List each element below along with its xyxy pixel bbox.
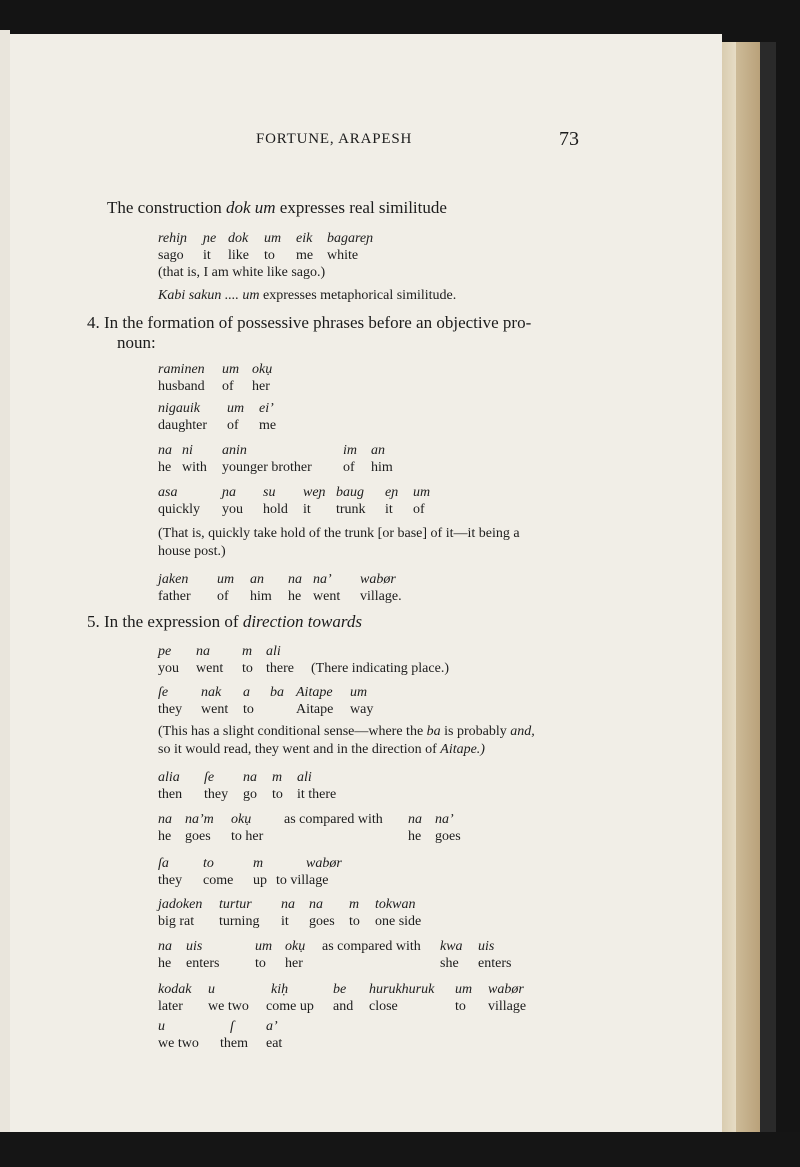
gloss: they [158, 702, 183, 717]
note-text: so it would read, they went and in the direction of [158, 742, 441, 757]
gloss: me [259, 418, 277, 433]
word: wabør [488, 982, 524, 997]
gloss: to [349, 914, 360, 929]
note-text: (This has a slight conditional sense—where the [158, 724, 427, 739]
gloss: they [204, 787, 229, 802]
book-cover-bottom [0, 1132, 800, 1167]
gloss: of [217, 589, 229, 604]
word: uis [186, 939, 203, 954]
word: m [272, 770, 283, 785]
translation: (That is, quickly take hold of the trunk [or base] of it—it being a [158, 526, 520, 541]
word: a’ [266, 1019, 278, 1034]
gloss: me [296, 248, 314, 263]
word: be [333, 982, 347, 997]
word: to [203, 856, 214, 871]
word: um [455, 982, 473, 997]
gloss: daughter [158, 418, 207, 433]
word: m [242, 644, 253, 659]
word: okụ [285, 939, 306, 954]
gloss: they [158, 873, 183, 888]
word: na [196, 644, 210, 659]
gloss: come up [266, 999, 314, 1014]
gloss: white [327, 248, 359, 263]
word: ɲa [222, 485, 236, 500]
word: Aitape [296, 685, 333, 700]
intro-term: dok um [225, 198, 276, 217]
word: um [227, 401, 245, 416]
note-2-line-1 [158, 724, 535, 740]
word: um [255, 939, 273, 954]
connector: as compared with [284, 812, 383, 827]
gloss: we two [208, 999, 249, 1014]
intro-post: expresses real similitude [275, 198, 447, 217]
gloss: to [242, 661, 253, 676]
word: baug [336, 485, 364, 500]
gloss: to [455, 999, 466, 1014]
gloss: it [203, 248, 211, 263]
gloss: he [408, 829, 422, 844]
word: jaken [158, 572, 189, 587]
gloss: up [253, 873, 267, 888]
gloss: it [281, 914, 289, 929]
book-cover-edge [760, 42, 776, 1132]
gloss: eat [266, 1036, 283, 1051]
word: ba [270, 685, 284, 700]
intro-pre: The construction [107, 198, 226, 217]
note-2-line-2 [158, 742, 485, 758]
word: a [243, 685, 250, 700]
gloss: to [264, 248, 275, 263]
word: um [264, 231, 282, 246]
section-5-pre: 5. In the expression of [87, 612, 243, 631]
gloss: went [313, 589, 341, 604]
gloss: enters [478, 956, 512, 971]
book-page [10, 34, 722, 1132]
word: na [158, 443, 172, 458]
gloss: it there [297, 787, 337, 802]
word: an [250, 572, 264, 587]
word: na [408, 812, 422, 827]
word: um [217, 572, 235, 587]
gloss: there [266, 661, 294, 676]
word: ni [182, 443, 193, 458]
running-title: FORTUNE, ARAPESH [256, 131, 413, 147]
word: nigauik [158, 401, 200, 416]
gloss: quickly [158, 502, 200, 517]
gloss: it [303, 502, 311, 517]
word: anin [222, 443, 247, 458]
gloss: hold [263, 502, 288, 517]
word: rehiɲ [158, 231, 188, 246]
note-term: ba [426, 724, 441, 739]
gloss: her [285, 956, 303, 971]
gloss: to [255, 956, 266, 971]
intro-line [107, 198, 447, 218]
gloss: turning [219, 914, 260, 929]
gloss: to [272, 787, 283, 802]
word: asa [158, 485, 178, 500]
gloss: to [243, 702, 254, 717]
gloss: goes [435, 829, 461, 844]
word: na [243, 770, 257, 785]
word: na’ [435, 812, 454, 827]
gloss: him [371, 460, 393, 475]
section-4-line-2: noun: [117, 333, 156, 352]
word: hurukhuruk [369, 982, 435, 997]
gloss: with [182, 460, 207, 475]
section-4-line-1: 4. In the formation of possessive phrases before an objective pro- [87, 313, 532, 332]
word: im [343, 443, 357, 458]
word: na [158, 939, 172, 954]
gloss: husband [158, 379, 205, 394]
word: wabør [360, 572, 396, 587]
note-term: and, [510, 724, 535, 739]
word: an [371, 443, 385, 458]
word: ſe [158, 685, 169, 700]
gloss: big rat [158, 914, 195, 929]
gloss: goes [185, 829, 211, 844]
word: jadoken [158, 897, 203, 912]
word: pe [158, 644, 172, 659]
gloss: village. [360, 589, 402, 604]
gloss-note: (There indicating place.) [311, 661, 449, 676]
gloss: then [158, 787, 183, 802]
gloss: of [343, 460, 355, 475]
word: kodak [158, 982, 192, 997]
gloss: like [228, 248, 249, 263]
word: uis [478, 939, 495, 954]
gloss: he [158, 829, 172, 844]
word: ſe [204, 770, 215, 785]
gloss: younger brother [222, 460, 312, 475]
gloss: them [220, 1036, 248, 1051]
gloss: of [227, 418, 239, 433]
word: um [413, 485, 431, 500]
word: na [309, 897, 323, 912]
word: eɲ [385, 485, 399, 500]
word: ɲe [203, 231, 217, 246]
word: ali [266, 644, 281, 659]
gloss: her [252, 379, 270, 394]
gloss: one side [375, 914, 422, 929]
gloss: he [288, 589, 302, 604]
gloss: go [243, 787, 257, 802]
gloss: to village [276, 873, 329, 888]
section-5-term: direction towards [242, 612, 362, 631]
note-text: expresses metaphorical similitude. [259, 288, 457, 303]
word: bagareɲ [327, 231, 374, 246]
gloss: and [333, 999, 354, 1014]
adjacent-page-edge [0, 30, 10, 1140]
word: na [281, 897, 295, 912]
word: okụ [231, 812, 252, 827]
word: um [222, 362, 240, 377]
word: na’m [185, 812, 214, 827]
note-text: is probably [440, 724, 511, 739]
word: u [208, 982, 215, 997]
gloss: enters [186, 956, 220, 971]
word: okụ [252, 362, 273, 377]
gloss-italic: Aitape [296, 702, 334, 717]
gloss: she [440, 956, 459, 971]
word: na [288, 572, 302, 587]
gloss: you [222, 502, 243, 517]
word: m [349, 897, 360, 912]
translation: house post.) [158, 544, 226, 559]
gloss: come [203, 873, 234, 888]
gloss: went [201, 702, 229, 717]
page-stack-edge [722, 42, 736, 1132]
page-number: 73 [559, 128, 579, 150]
word: tokwan [375, 897, 416, 912]
translation: (that is, I am white like sago.) [158, 265, 326, 280]
word: m [253, 856, 264, 871]
word: um [350, 685, 368, 700]
gloss: of [413, 502, 425, 517]
word: ſa [158, 856, 169, 871]
word: raminen [158, 362, 205, 377]
gloss: village [488, 999, 527, 1014]
gloss: trunk [336, 502, 366, 517]
gloss: way [350, 702, 374, 717]
gloss: later [158, 999, 183, 1014]
word: nak [201, 685, 222, 700]
gloss: father [158, 589, 191, 604]
connector: as compared with [322, 939, 421, 954]
gloss: close [369, 999, 398, 1014]
word: weɲ [303, 485, 326, 500]
gloss: sago [158, 248, 184, 263]
gloss: he [158, 460, 172, 475]
word: alia [158, 770, 180, 785]
word: eik [296, 231, 313, 246]
gloss: we two [158, 1036, 199, 1051]
word: ali [297, 770, 312, 785]
gloss: he [158, 956, 172, 971]
page-stack-edge-outer [736, 42, 760, 1132]
section-5 [87, 612, 362, 632]
gloss: to her [231, 829, 264, 844]
gloss: of [222, 379, 234, 394]
word: u [158, 1019, 165, 1034]
gloss: went [196, 661, 224, 676]
word: ſ [230, 1019, 234, 1034]
word: wabør [306, 856, 342, 871]
gloss: him [250, 589, 272, 604]
gloss: you [158, 661, 179, 676]
gloss: goes [309, 914, 335, 929]
word: ei’ [259, 401, 274, 416]
note-1 [158, 288, 456, 304]
word: na’ [313, 572, 332, 587]
word: kiḥ [271, 982, 289, 997]
word: dok [228, 231, 249, 246]
note-term: Aitape.) [440, 742, 485, 757]
word: turtur [219, 897, 252, 912]
word: kwa [440, 939, 463, 954]
word: na [158, 812, 172, 827]
note-term: Kabi sakun .... um [158, 288, 260, 303]
word: su [263, 485, 276, 500]
gloss: it [385, 502, 393, 517]
